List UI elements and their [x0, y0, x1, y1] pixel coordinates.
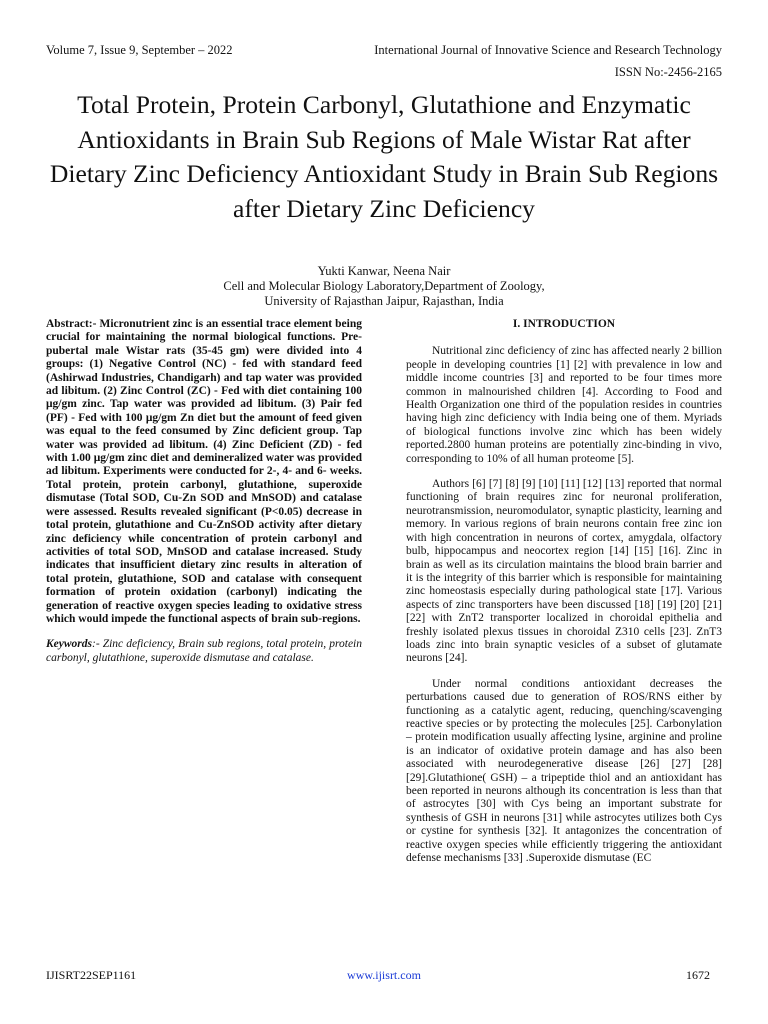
introduction-heading: I. INTRODUCTION	[512, 318, 616, 330]
left-column	[46, 318, 362, 665]
keywords-text: :- Zinc deficiency, Brain sub regions, total protein, protein carbonyl, glutathione, superoxide dismutase and catalase.	[46, 638, 362, 664]
keywords-paragraph	[46, 638, 362, 665]
affiliation-line-2: University of Rajasthan Jaipur, Rajasthan, India	[264, 294, 504, 308]
keywords-label: Keywords	[46, 638, 92, 651]
journal-name: International Journal of Innovative Science and Research Technology	[374, 43, 722, 57]
intro-paragraph-2: Authors [6] [7] [8] [9] [10] [11] [12] [13] reported that normal functioning of brain requires zinc for neuronal proliferation, neurotransmission, neuromodulator, synaptic plasticity, learning and memory. In various regions of brain neurons contain free zinc ion with high concentration in neurons of cortex, amygdala, olfactory bulb, hippocampus and neocortex region [14] [15] [16]. Zinc in brain as well as its circulation maintains the blood brain barrier and it is the integrity of this barrier which is responsible for maintaining zinc homeostasis especially during pathological state [17]. Various aspects of zinc transporters have been discussed [18] [19] [20] [21] [22] with ZnT2 transporter localized in choroidal epithelia and freshly isolated plexus tissues in choroidal Z310 cells [23]. ZnT3 loads zinc into brain synaptic vesicles of a subset of glutamate neurons [24].	[406, 478, 722, 665]
issn-number: ISSN No:-2456-2165	[614, 65, 722, 79]
author-block	[40, 264, 728, 309]
intro-paragraph-3: Under normal conditions antioxidant decreases the perturbations caused due to generation of ROS/RNS either by functioning as a catalytic agent, reducing, quenching/scavenging reactive species or by protecting the molecules [25]. Carbonylation – protein modification usually affecting lysine, arginine and proline is an indicator of oxidative protein damage and has also been associated with neurodegenerative disease [26] [27] [28] [29].Glutathione( GSH) – a tripeptide thiol and an antioxidant has been reported in neurons although its concentration is less than that of astrocytes [30] with Cys being an important substrate for synthesis of GSH in neurons [31] while astrocytes utilizes both Cys or cystine for synthesis [32]. It antagonizes the concentration of reactive oxygen species while efficiently triggering the antioxidant defense mechanisms [33] .Superoxide dismutase (EC	[406, 677, 722, 865]
article-id: IJISRT22SEP1161	[46, 968, 137, 982]
affiliation-line-1: Cell and Molecular Biology Laboratory,Department of Zoology,	[223, 279, 545, 293]
page-number: 1672	[686, 968, 710, 982]
right-column	[406, 318, 722, 877]
paper-title: Total Protein, Protein Carbonyl, Glutathione and Enzymatic Antioxidants in Brain Sub Regions of Male Wistar Rat after Dietary Zinc Deficiency Antioxidant Study in Brain Sub Regions after Dietary Zinc Deficiency	[49, 90, 719, 223]
journal-volume: Volume 7, Issue 9, September – 2022	[46, 43, 233, 57]
author-names: Yukti Kanwar, Neena Nair	[317, 264, 451, 278]
abstract-text: Abstract:- Micronutrient zinc is an essential trace element being crucial for maintaining the normal biological functions. Pre-pubertal male Wistar rats (35-45 gm) were divided into 4 groups: (1) Negative Control (NC) - fed with standard feed (Ashirwad Industries, Chandigarh) and tap water was provided ad libitum. (2) Zinc Control (ZC) - Fed with diet containing 100 μg/gm zinc. Tap water was provided ad libitum. (3) Pair fed (PF) - Fed with 100 μg/gm Zn diet but the amount of feed given was equal to the feed consumed by Zinc deficient group. Tap water was provided ad libitum. (4) Zinc Deficient (ZD) - fed with 1.00 μg/gm zinc diet and demineralized water was provided ad libitum. Experiments were conducted for 2-, 4- and 6- weeks. Total protein, protein carbonyl, glutathione, superoxide dismutase (Total SOD, Cu-Zn SOD and MnSOD) and catalase were assessed. Results revealed significant (P<0.05) decrease in total protein, glutathione and Cu-ZnSOD activity after dietary zinc deficiency while concentration of protein carbonyl and activities of total SOD, MnSOD and catalase increased. Study indicates that insufficient dietary zinc results in alteration of total protein, glutathione, SOD and catalase with consequent formation of protein oxidation (carbonyl) indicating the generation of reactive oxygen species leading to oxidative stress which would impede the functional aspects of brain sub-regions.	[46, 318, 362, 625]
intro-paragraph-1: Nutritional zinc deficiency of zinc has affected nearly 2 billion people in developing countries [1] [2] with prevalence in low and middle income countries [3] and reported to be four times more common in malnourished children [4]. According to Food and Health Organization one third of the population resides in countries having high zinc deficiency with India being one of them. Myriads of biological functions involve zinc which has been widely reported.2800 human proteins are potentially zinc-binding in vivo, corresponding to 10% of all human proteome [5].	[406, 345, 722, 465]
journal-website-link[interactable]: www.ijisrt.com	[347, 968, 421, 982]
